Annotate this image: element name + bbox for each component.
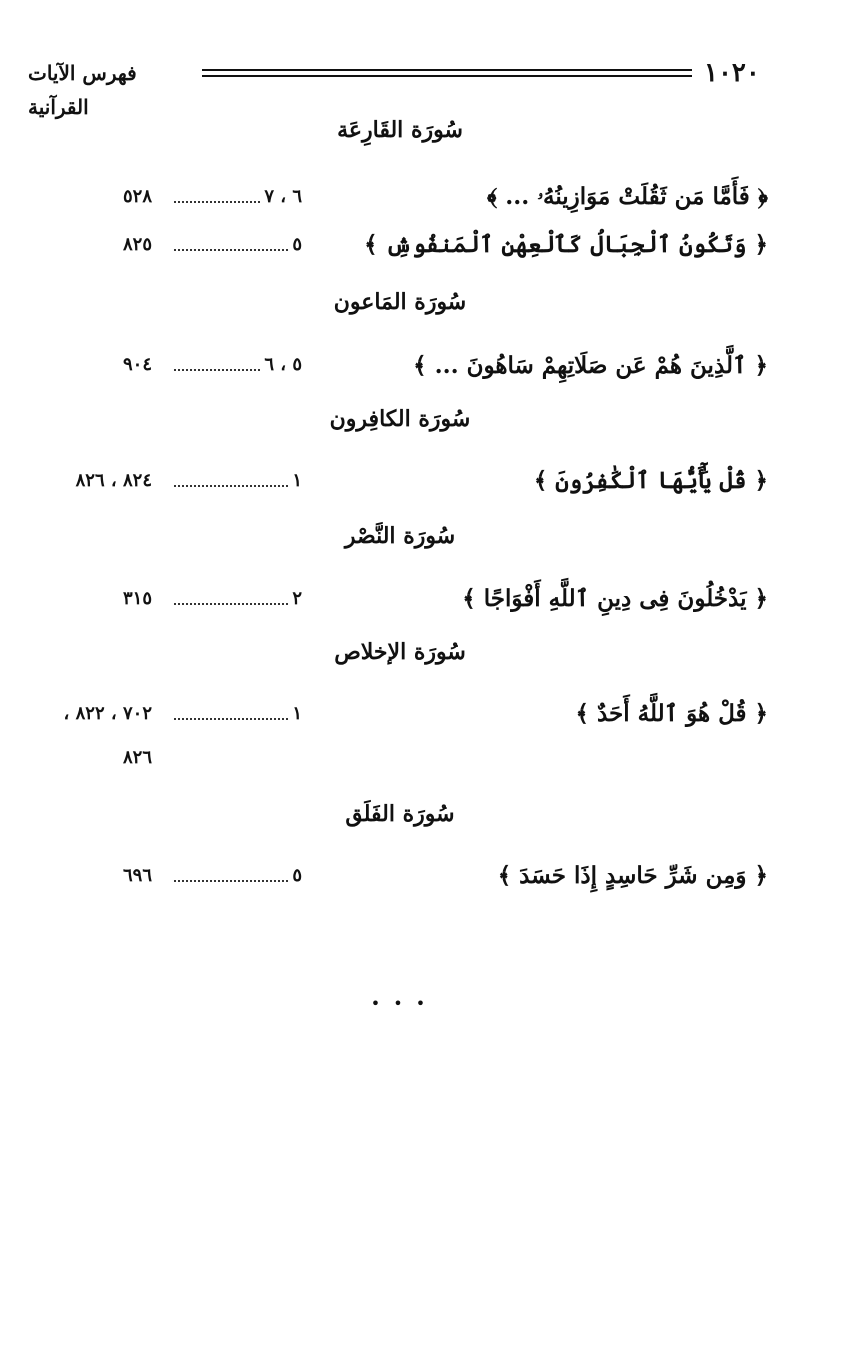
page-references: ٥٢٨ — [122, 186, 152, 207]
page-references: ٨٢٥ — [122, 234, 152, 255]
ayah-number — [174, 466, 302, 496]
page-references: ٨٢٤ ، ٨٢٦ — [75, 470, 152, 491]
surah-title-al-kafirun: سُورَة الكافِرون — [329, 406, 471, 432]
ayah-number-value: ١ — [292, 703, 302, 724]
dot-leader — [174, 201, 260, 203]
ayah-number — [174, 350, 302, 380]
ayah-number — [174, 230, 302, 260]
page-header — [28, 56, 768, 119]
surah-title-al-falaq: سُورَة الفَلَق — [345, 801, 455, 827]
verse-text: ﴿ ٱلَّذِينَ هُمْ عَن صَلَاتِهِمْ سَاهُونَ ... ﴾ — [413, 352, 768, 379]
running-title: فهرس الآيات القرآنية — [28, 61, 137, 119]
ayah-number — [174, 182, 302, 212]
verse-text: ﴿ قُلْ هُوَ ٱللَّهُ أَحَدٌ ﴾ — [575, 700, 768, 727]
page-references-continued: ٨٢٦ — [122, 747, 152, 768]
ayah-number-value: ٦ ، ٧ — [264, 186, 302, 207]
ayah-number-value: ١ — [292, 470, 302, 491]
surah-title-al-qariah: سُورَة القَارِعَة — [337, 117, 463, 143]
ayah-number-value: ٢ — [292, 588, 302, 609]
verse-text: ﴿ وَمِن شَرِّ حَاسِدٍ إِذَا حَسَدَ ﴾ — [497, 862, 768, 889]
dot-leader — [174, 485, 288, 487]
surah-title-an-nasr: سُورَة النَّصْر — [344, 523, 456, 549]
ayah-number — [174, 699, 302, 729]
dot-leader — [174, 369, 260, 371]
dot-leader — [174, 718, 288, 720]
ayah-number-value: ٥ — [292, 234, 302, 255]
dot-leader — [174, 603, 288, 605]
verse-text: ﴿ يَدْخُلُونَ فِى دِينِ ٱللَّهِ أَفْوَاجًا ﴾ — [462, 585, 768, 612]
dot-leader — [174, 249, 288, 251]
header-rule-bottom — [202, 75, 692, 77]
surah-title-al-ikhlas: سُورَة الإخلاص — [334, 639, 466, 665]
page-number: ١٠٢٠ — [704, 58, 760, 88]
ayah-number-value: ٥ ، ٦ — [264, 354, 302, 375]
page-references: ٦٩٦ — [122, 865, 152, 886]
ayah-number — [174, 584, 302, 614]
dot-leader — [174, 880, 288, 882]
page-references: ٧٠٢ ، ٨٢٢ ، — [63, 703, 152, 724]
verse-text: ﴿ فَأَمَّا مَن ثَقُلَتْ مَوَازِينُهُۥ ... ﴾ — [487, 183, 768, 210]
page-references: ٣١٥ — [122, 588, 152, 609]
page-references: ٩٠٤ — [122, 354, 152, 375]
verse-text: ﴿ وَتَكُونُ ٱلْجِبَالُ كَٱلْعِهْنِ ٱلْمَنفُوشِ ﴾ — [364, 231, 768, 258]
verse-text: ﴿ قُلْ يَٰٓأَيُّهَا ٱلْكَٰفِرُونَ ﴾ — [533, 467, 768, 494]
ayah-number — [174, 861, 302, 891]
end-of-index-mark: • • • — [370, 994, 430, 1013]
surah-title-al-maun: سُورَة المَاعون — [333, 289, 467, 315]
ayah-number-value: ٥ — [292, 865, 302, 886]
header-rule-top — [202, 69, 692, 71]
